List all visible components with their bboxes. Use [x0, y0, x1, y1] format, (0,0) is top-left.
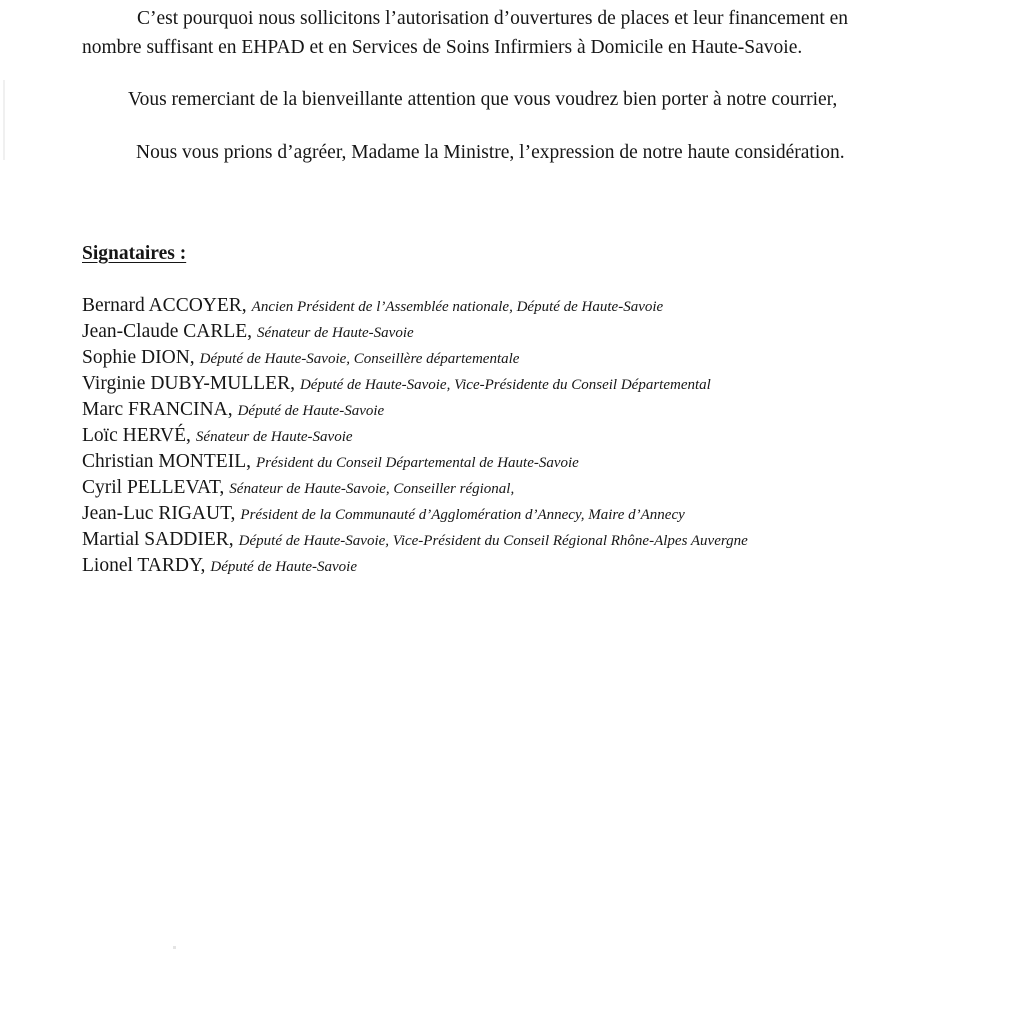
- signatory-name: Lionel TARDY,: [82, 555, 206, 576]
- signatories-heading: Signataires :: [82, 243, 187, 264]
- signatory-title: Sénateur de Haute-Savoie, Conseiller régional,: [229, 481, 515, 497]
- signatory-name: Bernard ACCOYER,: [82, 295, 247, 316]
- signatory-item: [82, 449, 748, 475]
- signatory-title: Président du Conseil Départemental de Haute-Savoie: [255, 455, 579, 471]
- signatory-name: Martial SADDIER,: [82, 529, 234, 550]
- signatory-item: [82, 501, 748, 527]
- signatory-name: Cyril PELLEVAT,: [82, 477, 225, 498]
- signatory-title: Député de Haute-Savoie: [237, 403, 385, 419]
- signatory-title: Député de Haute-Savoie: [210, 559, 357, 575]
- scan-artifact: [173, 946, 176, 949]
- signatory-title: Député de Haute-Savoie, Vice-Président du Conseil Régional Rhône-Alpes Auvergne: [238, 533, 748, 549]
- signatory-item: [82, 293, 748, 319]
- signatory-title: Président de la Communauté d’Agglomération d’Annecy, Maire d’Annecy: [240, 507, 685, 523]
- signatory-title: Ancien Président de l’Assemblée nationale, Député de Haute-Savoie: [251, 299, 664, 315]
- signatory-name: Loïc HERVÉ,: [82, 425, 191, 446]
- signatory-name: Christian MONTEIL,: [82, 451, 251, 472]
- signatory-name: Marc FRANCINA,: [82, 399, 233, 420]
- signatory-title: Sénateur de Haute-Savoie: [195, 429, 353, 445]
- signatory-item: [82, 397, 748, 423]
- letter-paragraph-1-line-1: C’est pourquoi nous sollicitons l’autorisation d’ouvertures de places et leur financement en: [137, 8, 849, 29]
- signatory-title: Député de Haute-Savoie, Vice-Présidente du Conseil Départemental: [299, 377, 711, 393]
- signatory-name: Sophie DION,: [82, 347, 195, 368]
- signatory-name: Virginie DUBY-MULLER,: [82, 373, 295, 394]
- signatory-item: [82, 475, 748, 501]
- scan-artifact: [3, 80, 5, 160]
- signatory-name: Jean-Claude CARLE,: [82, 321, 253, 342]
- letter-paragraph-2: Vous remerciant de la bienveillante attention que vous voudrez bien porter à notre courrier,: [128, 89, 838, 110]
- signatory-item: [82, 371, 748, 397]
- signatory-title: Sénateur de Haute-Savoie: [257, 325, 414, 341]
- signatory-item: [82, 345, 748, 371]
- letter-closing-formula: Nous vous prions d’agréer, Madame la Ministre, l’expression de notre haute considération.: [136, 142, 845, 163]
- signatory-item: [82, 423, 748, 449]
- signatory-name: Jean-Luc RIGAUT,: [82, 503, 236, 524]
- letter-paragraph-1-line-2: nombre suffisant en EHPAD et en Services de Soins Infirmiers à Domicile en Haute-Savoie.: [82, 37, 803, 58]
- signatories-list: [82, 293, 748, 579]
- signatory-title: Député de Haute-Savoie, Conseillère départementale: [199, 351, 520, 367]
- signatory-item: [82, 527, 748, 553]
- signatory-item: [82, 553, 748, 579]
- signatory-item: [82, 319, 748, 345]
